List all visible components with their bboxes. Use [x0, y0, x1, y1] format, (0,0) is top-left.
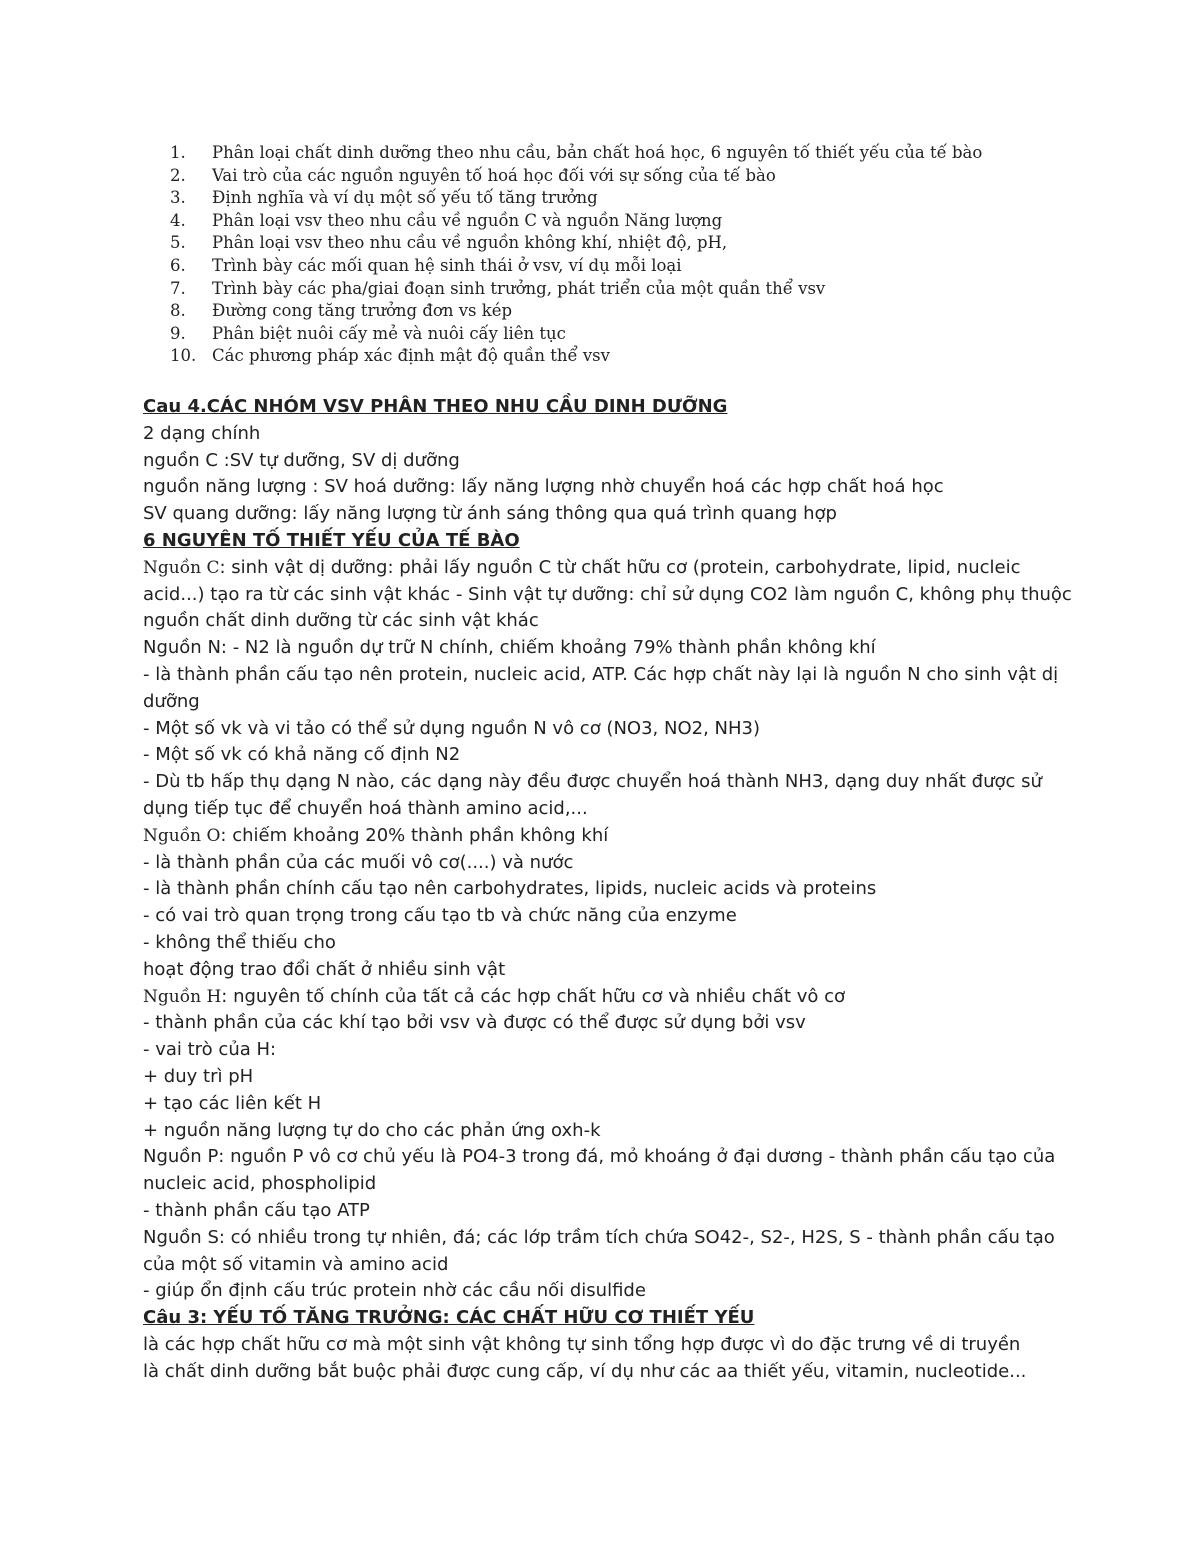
list-item: [170, 300, 982, 323]
list-number: 1.: [170, 143, 186, 162]
list-number: 3.: [170, 188, 186, 208]
list-text: Phân loại vsv theo nhu cầu về nguồn C và nguồn Năng lượng: [212, 210, 723, 230]
list-item: [170, 323, 982, 346]
element-label: Nguồn S: [143, 1226, 219, 1248]
list-item: [170, 142, 982, 165]
element-label: Nguồn P: [143, 1146, 219, 1168]
paragraph-sulfur: [143, 1225, 1073, 1279]
paragraph: - vai trò của H:: [143, 1039, 277, 1061]
section-heading-nutrition-groups: Cau 4.CÁC NHÓM VSV PHÂN THEO NHU CẦU DINH DƯỠNG: [143, 396, 728, 417]
paragraph: nguồn C :SV tự dưỡng, SV dị dưỡng: [143, 449, 460, 471]
element-text: : có nhiều trong tự nhiên, đá; các lớp trầm tích chứa SO42-, S2-, H2S, S - thành phần cấu tạo của một số vitamin và amino acid: [143, 1226, 1055, 1275]
list-item: [170, 210, 982, 233]
list-text: Trình bày các mối quan hệ sinh thái ở vsv, ví dụ mỗi loại: [212, 255, 682, 275]
list-number: 2.: [170, 165, 186, 185]
list-number: 8.: [170, 301, 186, 321]
paragraph-hydrogen: [143, 984, 1073, 1011]
element-text: : nguyên tố chính của tất cả các hợp chất hữu cơ và nhiều chất vô cơ: [221, 985, 846, 1007]
list-text: Các phương pháp xác định mật độ quần thể vsv: [212, 346, 610, 366]
list-item: [170, 165, 982, 188]
paragraph: - là thành phần của các muối vô cơ(....) và nước: [143, 851, 574, 873]
element-text: : nguồn P vô cơ chủ yếu là PO4-3 trong đá, mỏ khoáng ở đại dương - thành phần cấu tạo của nucleic acid, phospholipid: [143, 1146, 1056, 1195]
list-number: 6.: [170, 255, 186, 275]
paragraph: - Một số vk và vi tảo có thể sử dụng nguồn N vô cơ (NO3, NO2, NH3): [143, 717, 760, 739]
list-item: [170, 232, 982, 255]
paragraph: - là thành phần cấu tạo nên protein, nucleic acid, ATP. Các hợp chất này lại là nguồn N cho sinh vật dị dưỡng: [143, 663, 1059, 712]
document-body: [143, 394, 1073, 1385]
paragraph: + nguồn năng lượng tự do cho các phản ứng oxh-k: [143, 1119, 601, 1141]
element-label: Nguồn O: [143, 825, 221, 846]
paragraph: - có vai trò quan trọng trong cấu tạo tb và chức năng của enzyme: [143, 905, 737, 927]
list-item: [170, 255, 982, 278]
list-number: 5.: [170, 233, 186, 253]
list-text: Vai trò của các nguồn nguyên tố hoá học đối với sự sống của tế bào: [212, 165, 776, 185]
list-text: Đường cong tăng trưởng đơn vs kép: [212, 301, 513, 321]
list-number: 9.: [170, 323, 186, 343]
paragraph: SV quang dưỡng: lấy năng lượng từ ánh sáng thông qua quá trình quang hợp: [143, 503, 837, 525]
paragraph: - Dù tb hấp thụ dạng N nào, các dạng này đều được chuyển hoá thành NH3, dạng duy nhất được sử dụng tiếp tục để chuyển hoá thành amino acid,...: [143, 771, 1042, 819]
list-item: [170, 345, 982, 368]
section-heading-growth-factors: Câu 3: YẾU TỐ TĂNG TRƯỞNG: CÁC CHẤT HỮU CƠ THIẾT YẾU: [143, 1307, 755, 1329]
list-text: Phân biệt nuôi cấy mẻ và nuôi cấy liên tục: [212, 323, 566, 343]
list-text: Trình bày các pha/giai đoạn sinh trưởng, phát triển của một quần thể vsv: [212, 278, 826, 298]
paragraph-oxygen: [143, 823, 1073, 850]
list-number: 7.: [170, 278, 186, 298]
paragraph: - là thành phần chính cấu tạo nên carbohydrates, lipids, nucleic acids và proteins: [143, 878, 877, 900]
paragraph: - không thể thiếu cho: [143, 931, 336, 953]
element-label: Nguồn H: [143, 986, 222, 1007]
list-number: 4.: [170, 210, 186, 230]
paragraph: - thành phần của các khí tạo bởi vsv và được có thể được sử dụng bởi vsv: [143, 1012, 806, 1034]
list-item: [170, 278, 982, 301]
paragraph: là chất dinh dưỡng bắt buộc phải được cung cấp, ví dụ như các aa thiết yếu, vitamin, nucleotide...: [143, 1360, 1027, 1382]
paragraph: nguồn năng lượng : SV hoá dưỡng: lấy năng lượng nhờ chuyển hoá các hợp chất hoá học: [143, 476, 944, 498]
list-number: 10.: [170, 346, 197, 366]
list-text: Định nghĩa và ví dụ một số yếu tố tăng trưởng: [212, 188, 598, 208]
paragraph: - thành phần cấu tạo ATP: [143, 1199, 370, 1221]
paragraph-phosphorus: [143, 1144, 1073, 1198]
question-list: [170, 142, 982, 368]
element-label: Nguồn N: [143, 637, 221, 659]
section-heading-essential-elements: 6 NGUYÊN TỐ THIẾT YẾU CỦA TẾ BÀO: [143, 529, 520, 551]
paragraph-nitrogen: [143, 635, 1073, 662]
paragraph: - Một số vk có khả năng cố định N2: [143, 744, 461, 766]
list-item: [170, 187, 982, 210]
paragraph: + duy trì pH: [143, 1065, 254, 1087]
paragraph-carbon: [143, 555, 1073, 635]
paragraph: 2 dạng chính: [143, 422, 261, 444]
list-text: Phân loại vsv theo nhu cầu về nguồn không khí, nhiệt độ, pH,: [212, 233, 728, 253]
paragraph: - giúp ổn định cấu trúc protein nhờ các cầu nối disulfide: [143, 1280, 646, 1302]
list-text: Phân loại chất dinh dưỡng theo nhu cầu, bản chất hoá học, 6 nguyên tố thiết yếu của tế bào: [212, 143, 983, 162]
element-text: : - N2 là nguồn dự trữ N chính, chiếm khoảng 79% thành phần không khí: [220, 637, 876, 659]
element-label: Nguồn C: [143, 557, 220, 578]
element-text: : sinh vật dị dưỡng: phải lấy nguồn C từ chất hữu cơ (protein, carbohydrate, lipid, nucleic acid...) tạo ra từ các sinh vật khác - Sinh vật tự dưỡng: chỉ sử dụng CO2 làm nguồn C, không phụ thuộc nguồn chất dinh dưỡng từ các sinh vật khác: [143, 556, 1072, 632]
paragraph: + tạo các liên kết H: [143, 1092, 322, 1114]
element-text: : chiếm khoảng 20% thành phần không khí: [220, 824, 609, 846]
paragraph: là các hợp chất hữu cơ mà một sinh vật không tự sinh tổng hợp được vì do đặc trưng về di truyền: [143, 1333, 1021, 1355]
paragraph: hoạt động trao đổi chất ở nhiều sinh vật: [143, 958, 506, 980]
